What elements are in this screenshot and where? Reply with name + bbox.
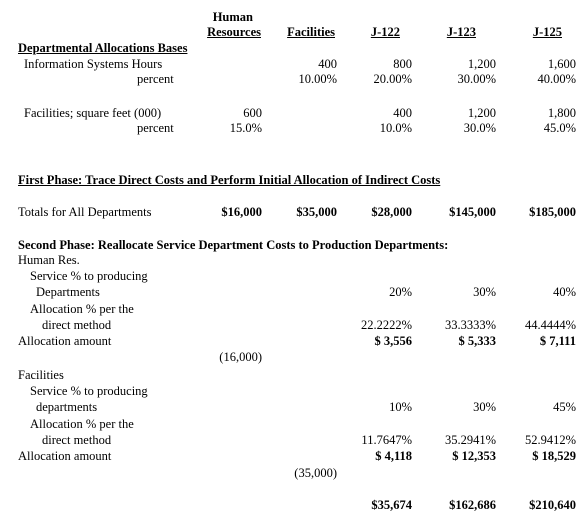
fac-alloc-amount-j123: $ 12,353 — [452, 449, 496, 463]
fac-alloc-pct-j122: 11.7647% — [361, 433, 412, 447]
header-j125: J-125 — [532, 25, 562, 39]
sqft-percent-hr: 15.0% — [229, 121, 262, 135]
sqft-percent-label: percent — [137, 121, 174, 135]
is-hours-j123: 1,200 — [467, 57, 496, 71]
is-percent-label: percent — [137, 72, 174, 86]
hr-alloc-amount-j123: $ 5,333 — [458, 334, 496, 348]
hr-credit: (16,000) — [219, 350, 262, 364]
sqft-label: Facilities; square feet (000) — [24, 106, 162, 120]
bases-title: Departmental Allocations Bases — [18, 41, 188, 55]
totals-j122: $28,000 — [371, 205, 412, 219]
fac-alloc-pct-j123: 35.2941% — [444, 433, 496, 447]
hr-service-pct-j123: 30% — [473, 285, 496, 299]
totals-facilities: $35,000 — [296, 205, 337, 219]
final-total-j123: $162,686 — [449, 498, 496, 512]
header-facilities: Facilities — [287, 25, 335, 39]
hr-service-pct-j125: 40% — [553, 285, 576, 299]
is-hours-label: Information Systems Hours — [24, 57, 163, 71]
is-hours-facilities: 400 — [318, 57, 337, 71]
header-hr-line2: Resources — [207, 25, 261, 39]
hr-alloc-pct-j122: 22.2222% — [360, 318, 412, 332]
sqft-percent-j123: 30.0% — [463, 121, 496, 135]
hr-label: Human Res. — [18, 253, 80, 267]
sqft-j123: 1,200 — [467, 106, 496, 120]
fac-alloc-pct-line1: Allocation % per the — [30, 417, 134, 431]
header-j123: J-123 — [446, 25, 476, 39]
header-j122: J-122 — [370, 25, 400, 39]
header-hr-line1: Human — [212, 10, 253, 24]
hr-service-pct-line1: Service % to producing — [30, 269, 148, 283]
is-percent-j123: 30.00% — [457, 72, 496, 86]
first-phase-title: First Phase: Trace Direct Costs and Perform Initial Allocation of Indirect Costs — [18, 173, 441, 187]
fac-service-pct-line1: Service % to producing — [30, 384, 148, 398]
fac-service-pct-j123: 30% — [473, 400, 496, 414]
hr-alloc-amount-j125: $ 7,111 — [539, 334, 576, 348]
sqft-percent-j125: 45.0% — [543, 121, 576, 135]
fac-label: Facilities — [18, 368, 64, 382]
hr-alloc-pct-line1: Allocation % per the — [30, 302, 134, 316]
totals-j123: $145,000 — [449, 205, 496, 219]
sqft-hr: 600 — [243, 106, 262, 120]
fac-credit: (35,000) — [294, 466, 337, 480]
hr-alloc-amount-label: Allocation amount — [18, 334, 112, 348]
fac-alloc-pct-line2: direct method — [42, 433, 112, 447]
totals-hr: $16,000 — [221, 205, 262, 219]
hr-service-pct-j122: 20% — [389, 285, 412, 299]
is-hours-j122: 800 — [393, 57, 412, 71]
fac-service-pct-j125: 45% — [553, 400, 576, 414]
fac-alloc-pct-j125: 52.9412% — [524, 433, 576, 447]
is-percent-j125: 40.00% — [537, 72, 576, 86]
final-total-j125: $210,640 — [529, 498, 576, 512]
hr-alloc-pct-line2: direct method — [42, 318, 112, 332]
fac-alloc-amount-j122: $ 4,118 — [375, 449, 412, 463]
sqft-j122: 400 — [393, 106, 412, 120]
fac-alloc-amount-j125: $ 18,529 — [532, 449, 576, 463]
fac-service-pct-j122: 10% — [389, 400, 412, 414]
is-percent-facilities: 10.00% — [298, 72, 337, 86]
final-total-j122: $35,674 — [371, 498, 412, 512]
hr-alloc-pct-j125: 44.4444% — [524, 318, 576, 332]
second-phase-title: Second Phase: Reallocate Service Department Costs to Production Departments: — [18, 238, 449, 252]
sqft-percent-j122: 10.0% — [379, 121, 412, 135]
hr-service-pct-line2: Departments — [36, 285, 100, 299]
sqft-j125: 1,800 — [547, 106, 576, 120]
is-percent-j122: 20.00% — [373, 72, 412, 86]
fac-service-pct-line2: departments — [36, 400, 98, 414]
fac-alloc-amount-label: Allocation amount — [18, 449, 112, 463]
totals-label: Totals for All Departments — [18, 205, 152, 219]
is-hours-j125: 1,600 — [547, 57, 576, 71]
hr-alloc-amount-j122: $ 3,556 — [374, 334, 412, 348]
totals-j125: $185,000 — [529, 205, 576, 219]
hr-alloc-pct-j123: 33.3333% — [444, 318, 496, 332]
